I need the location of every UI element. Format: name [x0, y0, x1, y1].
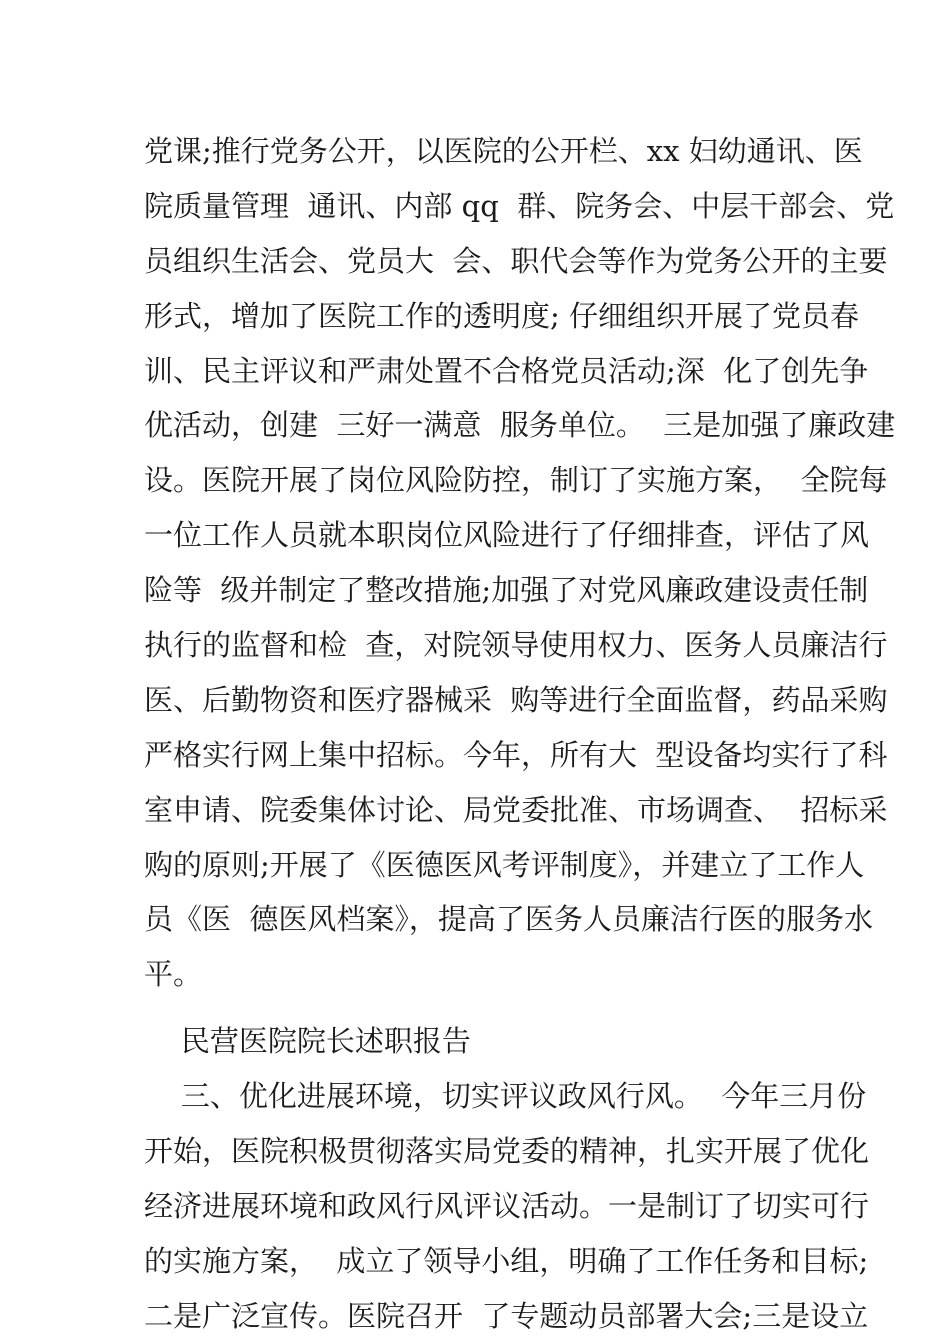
text-line: 医、后勤物资和医疗器械采 购等进行全面监督，药品采购: [144, 682, 888, 717]
text-line: 二是广泛宣传。医院召开 了专题动员部署大会;三是设立: [144, 1298, 869, 1333]
text-line: 险等 级并制定了整改措施;加强了对党风廉政建设责任制: [144, 573, 869, 608]
text-line: 员《医 德医风档案》，提高了医务人员廉洁行医的服务水: [144, 902, 873, 937]
section-title: 民营医院院长述职报告: [144, 1024, 471, 1059]
text-line: 三、优化进展环境，切实评议政风行风。 今年三月份: [144, 1079, 867, 1114]
text-line: 员组织生活会、党员大 会、职代会等作为党务公开的主要: [144, 243, 888, 278]
text-line: 开始，医院积极贯彻落实局党委的精神，扎实开展了优化: [144, 1134, 870, 1169]
text-line: 室申请、院委集体讨论、局党委批准、市场调查、 招标采: [144, 792, 888, 827]
text-line: 经济进展环境和政风行风评议活动。一是制订了切实可行: [144, 1188, 870, 1223]
text-line: 的实施方案， 成立了领导小组，明确了工作任务和目标;: [144, 1243, 869, 1278]
text-line: 平。: [144, 957, 203, 992]
body-text: [144, 124, 896, 1344]
text-line: 院质量管理 通讯、内部 qq 群、院务会、中层干部会、党: [144, 188, 895, 223]
text-line: 党课;推行党务公开，以医院的公开栏、xx 妇幼通讯、医: [144, 134, 863, 168]
text-line: 执行的监督和检 查，对院领导使用权力、医务人员廉洁行: [144, 628, 888, 663]
paragraph-gap: [144, 1002, 814, 1014]
text-line: 优活动，创建 三好一满意 服务单位。 三是加强了廉政建: [144, 408, 896, 443]
text-line: 购的原则;开展了《医德医风考评制度》，并建立了工作人: [144, 847, 865, 882]
text-line: 严格实行网上集中招标。今年，所有大 型设备均实行了科: [144, 737, 888, 772]
text-line: 训、民主评议和严肃处置不合格党员活动;深 化了创先争: [144, 353, 869, 388]
text-line: 设。医院开展了岗位风险防控，制订了实施方案， 全院每: [144, 463, 888, 498]
text-line: 一位工作人员就本职岗位风险进行了仔细排查，评估了风: [144, 518, 870, 553]
text-line: 形式，增加了医院工作的透明度; 仔细组织开展了党员春: [144, 298, 859, 333]
